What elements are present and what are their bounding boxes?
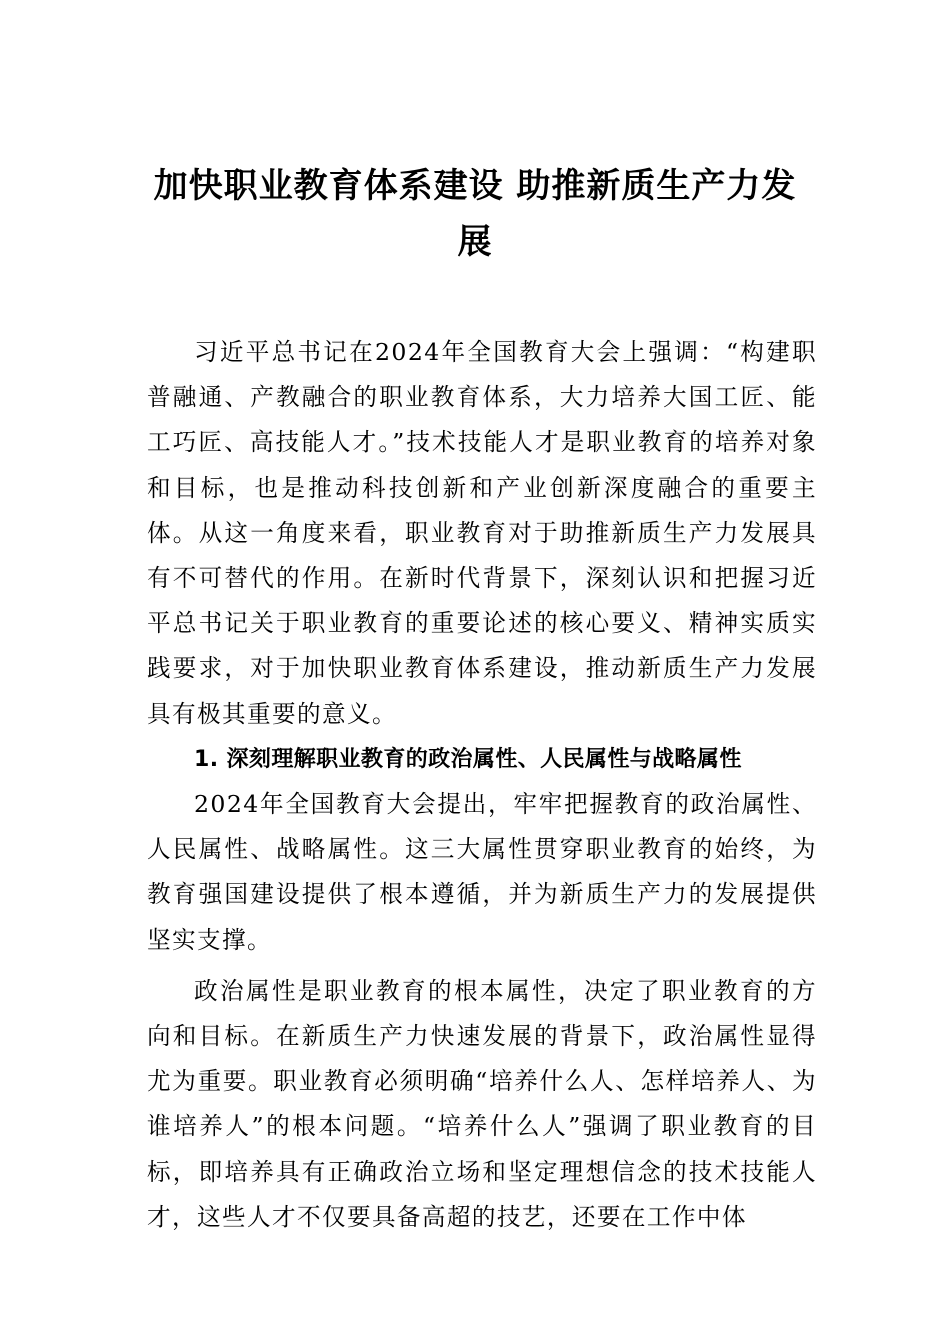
- section-1-paragraph-1: 2024年全国教育大会提出，牢牢把握教育的政治属性、人民属性、战略属性。这三大属性贯穿职业教育的始终，为教育强国建设提供了根本遵循，并为新质生产力的发展提供坚实支撑。: [147, 790, 817, 954]
- document-title: 加快职业教育体系建设 助推新质生产力发展: [153, 166, 797, 262]
- section-1-paragraph-2: 政治属性是职业教育的根本属性，决定了职业教育的方向和目标。在新质生产力快速发展的背景下，政治属性显得尤为重要。职业教育必须明确“培养什么人、怎样培养人、为谁培养人”的根本问题。“培养什么人”强调了职业教育的目标，即培养具有正确政治立场和坚定理想信念的技术技能人才，这些人才不仅要具备高超的技艺，还要在工作中体: [147, 976, 817, 1231]
- section-1-heading: 1. 深刻理解职业教育的政治属性、人民属性与战略属性: [194, 746, 742, 772]
- intro-paragraph: 习近平总书记在2024年全国教育大会上强调：“构建职普融通、产教融合的职业教育体系，大力培养大国工匠、能工巧匠、高技能人才。”技术技能人才是职业教育的培养对象和目标，也是推动科技创新和产业创新深度融合的重要主体。从这一角度来看，职业教育对于助推新质生产力发展具有不可替代的作用。在新时代背景下，深刻认识和把握习近平总书记关于职业教育的重要论述的核心要义、精神实质实践要求，对于加快职业教育体系建设，推动新质生产力发展具有极其重要的意义。: [147, 338, 817, 728]
- document-body: [147, 330, 817, 1240]
